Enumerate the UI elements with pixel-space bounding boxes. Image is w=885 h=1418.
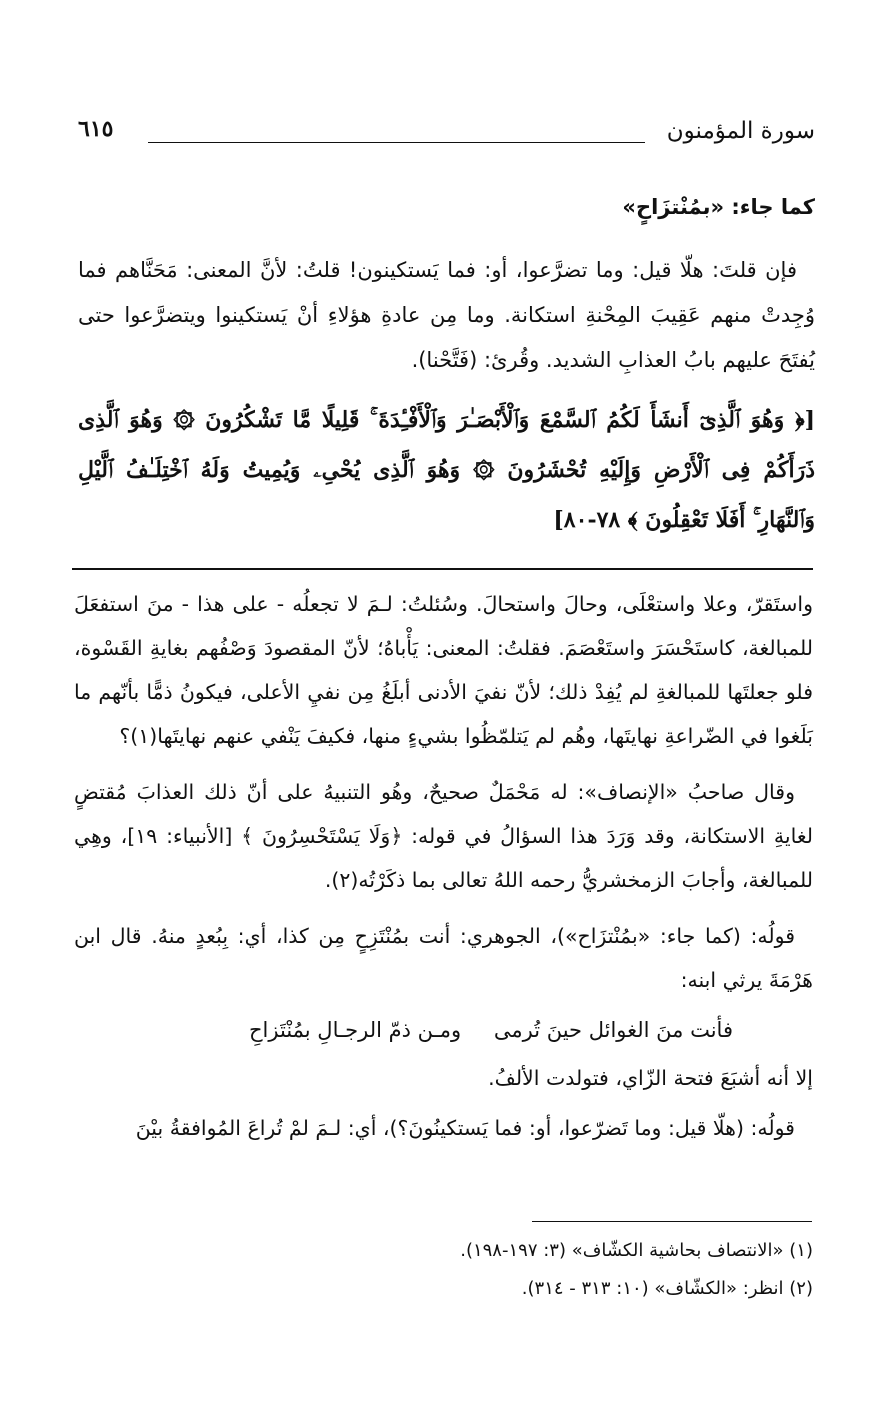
footnote-2: (٢) انظر: «الكشّاف» (١٠: ٣١٣ - ٣١٤).	[521, 1278, 813, 1299]
section-separator	[72, 568, 813, 570]
poem-verse	[74, 1008, 813, 1052]
page-header	[78, 114, 815, 154]
quran-verse: [﴿ وَهُوَ ٱلَّذِىٓ أَنشَأَ لَكُمُ ٱلسَّمْعَ وَٱلْأَبْصَـٰرَ وَٱلْأَفْـِٔدَةَ ۚ قَلِيلًا مَّا تَشْكُرُونَ ۞ وَهُوَ ٱلَّذِى ذَرَأَكُمْ فِى ٱلْأَرْضِ وَإِلَيْهِ تُحْشَرُونَ ۞ وَهُوَ ٱلَّذِى يُحْىِۦ وَيُمِيتُ وَلَهُ ٱخْتِلَـٰفُ ٱلَّيْلِ وَٱلنَّهَارِ ۚ أَفَلَا تَعْقِلُونَ ﴾ ٧٨-٨٠]	[78, 407, 815, 533]
surah-title: سورة المؤمنون	[666, 118, 815, 144]
poem-first-hemistich: فأنت منَ الغوائل حينَ تُرمى	[493, 1018, 733, 1042]
matn-paragraph: فإن قلتَ: هلّا قيل: وما تضرَّعوا، أو: فما يَستكينون! قلتُ: لأنَّ المعنى: مَحَنَّاهم فما وُجِدتْ منهم عَقِيبَ المِحْنةِ استكانة. وما مِن عادةِ هؤلاءِ أنْ يَستكينوا ويتضرَّعوا حتى يُفتَحَ عليهم بابُ العذابِ الشديد. وقُرئ: (فَتَّحْنا).	[78, 258, 815, 372]
commentary-section	[74, 582, 813, 1150]
commentary-paragraph: قولُه: (كما جاء: «بمُنْتزَاح»)، الجوهري: أنت بمُنْتَزِحٍ مِن كذا، أي: بِبُعدٍ منهُ. قال ابن هَرْمَةَ يرثي ابنه:	[74, 924, 813, 992]
page-number: ٦١٥	[78, 116, 114, 142]
commentary-paragraph: وقال صاحبُ «الإنصاف»: له مَحْمَلٌ صحيحٌ، وهُو التنبيهُ على أنّ ذلك العذابَ مُقتضٍ لغايةِ الاستكانة، وقد وَرَدَ هذا السؤالُ في قوله: ﴿وَلَا يَسْتَحْسِرُونَ ﴾ [الأنبياء: ١٩]، وهِي للمبالغة، وأجابَ الزمخشريُّ رحمه اللهُ تعالى بما ذكَرْتُه(٢).	[74, 780, 813, 892]
commentary-paragraph: قولُه: (هلّا قيل: وما تَضرّعوا، أو: فما يَستكينُونَ؟)، أي: لـمَ لمْ تُراعَ المُوافقةُ بيْنَ	[135, 1116, 795, 1140]
poem-second-hemistich: ومـن ذمّ الرجـالِ بمُنْتَزاحِ	[249, 1018, 462, 1042]
matn-section	[78, 185, 815, 545]
commentary-paragraph: إلا أنه أشبَعَ فتحة الزّاي، فتولدت الألفُ.	[488, 1066, 813, 1090]
matn-heading: كما جاء: «بمُنْتزَاحٍ»	[622, 195, 815, 219]
footnote-1: (١) «الانتصاف بحاشية الكشّاف» (٣: ١٩٧-١٩٨).	[460, 1240, 813, 1261]
footnote-rule	[532, 1221, 812, 1222]
header-rule	[148, 142, 645, 143]
commentary-paragraph: واستَقرّ، وعلا واستعْلَى، وحالَ واستحالَ. وسُئلتُ: لـمَ لا تجعلُه - على هذا - منَ استفعَلَ للمبالغة، كاستَحْسَرَ واستَعْصَمَ. فقلتُ: المعنى: يَأْباهُ؛ لأنّ المقصودَ وَصْفُهم بغايةِ القَسْوة، فلو جعلتَها للمبالغةِ لم يُفِدْ ذلك؛ لأنّ نفيَ الأدنى أبلَغُ مِن نفيِ الأعلى، فيكونُ ذمًّا بأنّهم ما بَلَغوا في الضّراعةِ نهايتَها، وهُم لم يَتلمّظُوا بشيءٍ منها، فكيفَ يَنْفي عنهم نهايتَها(١)؟	[74, 592, 813, 748]
